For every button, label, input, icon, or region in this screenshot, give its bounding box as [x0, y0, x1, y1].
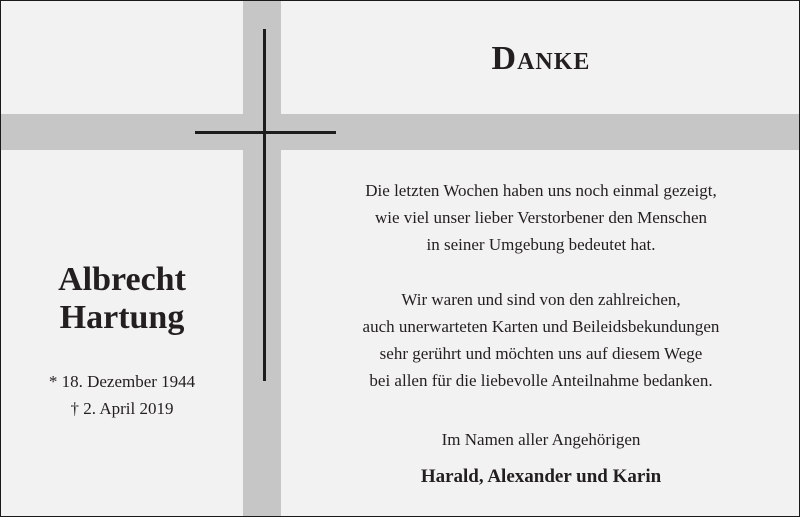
death-date: † 2. April 2019 — [70, 399, 174, 418]
message-line: Die letzten Wochen haben uns noch einmal gezeigt, — [365, 181, 717, 200]
signature: Harald, Alexander und Karin — [420, 466, 662, 487]
cross-icon-vertical-bar — [263, 29, 266, 381]
page-title: Danke — [491, 40, 591, 77]
deceased-name — [1, 261, 243, 337]
vertical-gray-band — [243, 1, 281, 516]
message-line: sehr gerührt und möchten uns auf diesem Wege — [379, 344, 703, 363]
life-dates — [1, 368, 243, 422]
message-line: bei allen für die liebevolle Anteilnahme bedanken. — [369, 371, 713, 390]
deceased-last-name: Hartung — [59, 299, 185, 336]
message-line: in seiner Umgebung bedeutet hat. — [426, 235, 656, 254]
message-line: wie viel unser lieber Verstorbener den Menschen — [374, 208, 707, 227]
message-paragraph-2 — [291, 286, 791, 394]
message-line: Wir waren und sind von den zahlreichen, — [401, 290, 681, 309]
closing-line: Im Namen aller Angehörigen — [441, 430, 641, 449]
message-line: auch unerwarteten Karten und Beileidsbekundungen — [362, 317, 720, 336]
horizontal-gray-band — [1, 114, 799, 150]
deceased-first-name: Albrecht — [58, 261, 186, 298]
birth-date: * 18. Dezember 1944 — [48, 372, 196, 391]
cross-icon-horizontal-bar — [195, 131, 336, 134]
message-paragraph-1 — [291, 177, 791, 258]
